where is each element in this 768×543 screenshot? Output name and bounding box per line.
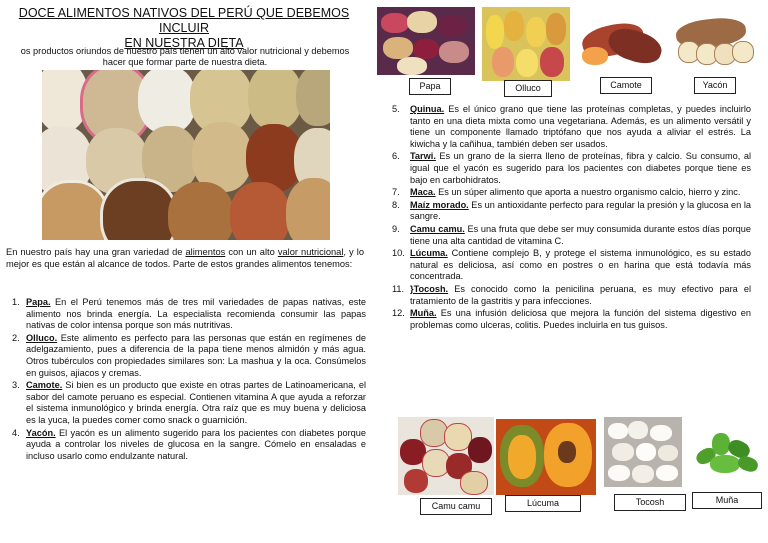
paragraph-text-3: , y lo mejor es que están al alcance de todos. Parte de estos grandes alimentos tenemos:: [6, 247, 364, 269]
item-term: Olluco.: [26, 332, 58, 343]
lucuma-label: Lúcuma: [505, 495, 581, 512]
item-number: 3.: [12, 380, 20, 391]
alimentos-link[interactable]: alimentos: [185, 247, 226, 257]
item-number: 4.: [12, 427, 20, 438]
muna-photo: [692, 427, 762, 481]
list-item: [12, 427, 366, 463]
muna-label: Muña: [692, 492, 762, 509]
yacon-photo: [668, 7, 760, 69]
item-number: 5.: [392, 104, 400, 114]
food-list-right: [392, 104, 751, 332]
list-item: [12, 380, 366, 426]
item-number: 1.: [12, 297, 20, 307]
list-item: [392, 283, 751, 307]
yacon-label: Yacón: [694, 77, 736, 94]
olluco-label: Olluco: [504, 80, 552, 97]
lucuma-photo: [496, 419, 596, 495]
item-text: Si bien es un producto que existe en otras partes de Latinoamericana, el sabor del camote peruano es especial. Contienen vitamina A que ayuda a reforzar el sistema inmunológico y brinda energía. Otra raíz que es muy buena y deliciosa es la yuca, la puedes comer como snack o guarnición.: [26, 380, 366, 425]
item-number: 11.: [392, 283, 405, 294]
item-number: 9.: [392, 223, 400, 234]
paragraph-text-2: con un alto: [225, 247, 278, 257]
item-term: Lúcuma.: [410, 248, 448, 259]
list-item: [392, 308, 751, 331]
item-text: Es una infusión deliciosa que mejora la función del sistema digestivo en problemas como ulceras, colitis. Puedes incluirla en tus guisos.: [410, 308, 751, 330]
item-term: Camu camu.: [410, 223, 465, 234]
papa-label: Papa: [409, 78, 451, 95]
item-term: Muña.: [410, 308, 437, 319]
list-item: [392, 151, 751, 186]
list-item: [392, 104, 751, 150]
camote-photo: [576, 7, 664, 73]
item-term: }Tocosh.: [410, 283, 449, 294]
title-line-1: DOCE ALIMENTOS NATIVOS DEL PERÚ QUE DEBEMOS INCLUIR: [18, 6, 350, 35]
list-item: [392, 223, 751, 247]
item-text: En el Perú tenemos más de tres mil variedades de papas nativas, este alimento nos brinda energía. La especialista recomienda consumir las papas nativas de color intensa porque son más nutritivas.: [26, 297, 366, 331]
list-item: [392, 199, 751, 223]
item-text: Es una fruta que debe ser muy consumida durante estos días porque tiene una alta cantidad de vitamina C.: [410, 223, 751, 246]
item-term: Maíz morado.: [410, 199, 469, 210]
title-line-2: EN NUESTRA DIETA: [124, 36, 244, 50]
item-term: Quinua.: [410, 104, 445, 114]
item-term: Camote.: [26, 380, 63, 391]
item-term: Papa.: [26, 297, 51, 307]
item-term: Maca.: [410, 187, 436, 198]
tocosh-label: Tocosh: [614, 494, 686, 511]
page-title: [0, 6, 368, 51]
olluco-photo: [482, 7, 570, 81]
item-text: Contiene complejo B, y protege el sistema inmunológico, es su estado natural es deliciosa, así como en postres o en harina que está todavía más concentrada.: [410, 248, 751, 282]
grain-sacks-photo: [42, 70, 330, 240]
item-text: El yacón es un alimento sugerido para los pacientes con diabetes porque ayuda a controlar los niveles de glucosa en la sangre. Cómelo en ensaladas e incluso usarlo como endulzante natural.: [26, 427, 366, 461]
papa-photo: [377, 7, 475, 75]
tocosh-photo: [604, 417, 682, 487]
camu-camu-photo: [398, 417, 494, 495]
list-item: [392, 187, 751, 199]
item-number: 8.: [392, 199, 400, 210]
item-text: Este alimento es perfecto para las personas que están en regímenes de adelgazamiento, pues a diferencia de la papa tiene menos almidón y más agua. Otros tubérculos con propiedades similares son: La mashua y la oca. Consúmelos en guisos, ajiacos y cremas.: [26, 332, 366, 378]
list-item: [12, 297, 366, 332]
item-text: Es un súper alimento que aporta a nuestro organismo calcio, hierro y zinc.: [435, 187, 741, 198]
intro-line-1: os productos oriundos de nuestro país tienen un alto valor nutricional y debemos: [20, 46, 350, 56]
paragraph-text-1: En nuestro país hay una gran variedad de: [6, 247, 186, 257]
list-item: [12, 332, 366, 379]
intro-line-2: hacer que formar parte de nuestra dieta.: [102, 57, 268, 67]
item-number: 6.: [392, 151, 400, 162]
item-text: Es conocido como la penicilina peruana, es muy efectivo para el tratamiento de la gastritis y para infecciones.: [410, 283, 751, 306]
valor-nutricional-link[interactable]: valor nutricional: [277, 247, 344, 257]
intro-paragraph: [6, 247, 364, 270]
item-text: Es el único grano que tiene las proteínas completas, y puedes incluirlo tanto en una dieta mixta como una vegetariana. Además, es un alimento versátil y tiene un componente llamado triptófano que nos ayuda a aliviar el estrés. La kiwicha y la cañihua, también deben ser usados.: [410, 104, 751, 149]
item-text: Es un antioxidante perfecto para regular la presión y la glucosa en la sangre.: [410, 199, 751, 222]
intro-text: [4, 46, 366, 68]
item-term: Yacón.: [26, 427, 56, 438]
item-number: 10.: [392, 248, 405, 259]
item-number: 2.: [12, 332, 20, 343]
item-number: 12.: [392, 308, 405, 319]
food-list-left: [12, 297, 366, 463]
item-term: Tarwi.: [410, 151, 436, 162]
list-item: [392, 248, 751, 283]
item-text: Es un grano de la sierra lleno de proteínas, fibra y calcio. Su consumo, al igual que el yacón es sugerido para los pacientes con diabetes porque tiene es bajo en carbohidratos.: [410, 151, 751, 185]
item-number: 7.: [392, 187, 400, 198]
camu-camu-label: Camu camu: [420, 498, 492, 515]
camote-label: Camote: [600, 77, 652, 94]
